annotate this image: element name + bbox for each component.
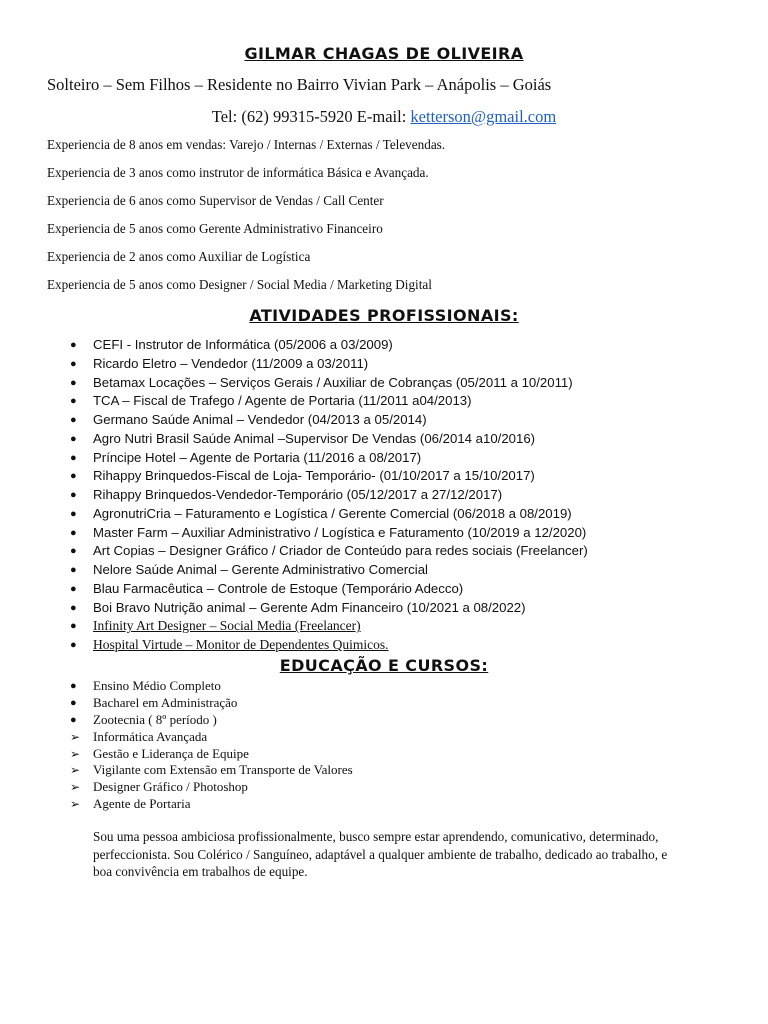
experience-item: Experiencia de 6 anos como Supervisor de Vendas / Call Center: [47, 193, 384, 208]
bullet-icon: ●: [70, 526, 77, 539]
personal-summary: [93, 828, 723, 881]
bullet-icon: ●: [70, 696, 77, 709]
education-list: [70, 678, 353, 813]
bullet-icon: ●: [70, 451, 77, 464]
summary-line: Sou uma pessoa ambiciosa profissionalmente, busco sempre estar aprendendo, comunicativo, determinado,: [93, 829, 659, 844]
bullet-icon: ●: [70, 582, 77, 595]
bullet-icon: ●: [70, 489, 77, 501]
bullet-icon: ●: [70, 376, 77, 389]
arrow-bullet-icon: ➢: [70, 780, 81, 795]
activity-item: ● Infinity Art Designer – Social Media (Freelancer): [70, 617, 588, 636]
bullet-icon: ●: [70, 414, 77, 426]
bullet-icon: ●: [70, 564, 77, 576]
activity-item: ● Betamax Locações – Serviços Gerais / Auxiliar de Cobranças (05/2011 a 10/2011): [70, 374, 588, 393]
education-heading: EDUCAÇÃO E CURSOS:: [279, 656, 489, 675]
experience-item: Experiencia de 8 anos em vendas: Varejo / Internas / Externas / Televendas.: [47, 137, 446, 152]
arrow-bullet-icon: ➢: [70, 729, 81, 744]
activity-item: ● AgronutriCria – Faturamento e Logística / Gerente Comercial (06/2018 a 08/2019): [70, 505, 588, 524]
course-item: ➢ Designer Gráfico / Photoshop: [70, 779, 248, 795]
bullet-icon: ●: [70, 470, 77, 483]
experience-summary-list: [47, 136, 445, 304]
personal-info: Solteiro – Sem Filhos – Residente no Bairro Vivian Park – Anápolis – Goiás: [47, 75, 552, 94]
activity-item: ● Príncipe Hotel – Agente de Portaria (11/2016 a 08/2017): [70, 449, 588, 468]
activity-item: ● Art Copias – Designer Gráfico / Criador de Conteúdo para redes sociais (Freelancer): [70, 542, 588, 561]
activity-item: ● Rihappy Brinquedos-Fiscal de Loja- Temporário- (01/10/2017 a 15/10/2017): [70, 467, 588, 486]
summary-line: perfeccionista. Sou Colérico / Sanguíneo, adaptável a qualquer ambiente de trabalho, dedicado ao trabalho, e: [93, 846, 668, 862]
experience-item: Experiencia de 5 anos como Gerente Administrativo Financeiro: [47, 221, 383, 236]
activity-item: ● Boi Bravo Nutrição animal – Gerente Adm Financeiro (10/2021 a 08/2022): [70, 599, 588, 618]
course-item: ➢ Agente de Portaria: [70, 796, 191, 812]
course-item: ➢ Informática Avançada: [70, 728, 208, 744]
bullet-icon: ●: [70, 680, 77, 692]
bullet-icon: ●: [70, 713, 77, 726]
experience-item: Experiencia de 5 anos como Designer / Social Media / Marketing Digital: [47, 277, 432, 292]
activity-item: ● TCA – Fiscal de Trafego / Agente de Portaria (11/2011 a04/2013): [70, 392, 588, 411]
activity-item: ● CEFI - Instrutor de Informática (05/2006 a 03/2009): [70, 336, 588, 355]
bullet-icon: ●: [70, 357, 77, 370]
activity-item: ● Agro Nutri Brasil Saúde Animal –Supervisor De Vendas (06/2014 a10/2016): [70, 430, 588, 449]
activity-item: ● Germano Saúde Animal – Vendedor (04/2013 a 05/2014): [70, 411, 588, 430]
activity-item: ● Rihappy Brinquedos-Vendedor-Temporário (05/12/2017 a 27/12/2017): [70, 486, 588, 505]
bullet-icon: ●: [70, 339, 77, 351]
summary-line: boa convivência em trabalhos de equipe.: [93, 864, 308, 879]
bullet-icon: ●: [70, 432, 77, 445]
email-link[interactable]: ketterson@gmail.com: [410, 107, 557, 126]
bullet-icon: ●: [70, 395, 77, 408]
candidate-name: GILMAR CHAGAS DE OLIVEIRA: [244, 44, 524, 63]
arrow-bullet-icon: ➢: [70, 797, 81, 812]
activity-item: ● Hospital Virtude – Monitor de Dependentes Quimicos.: [70, 636, 588, 655]
arrow-bullet-icon: ➢: [70, 763, 81, 778]
activity-item: ● Blau Farmacêutica – Controle de Estoque (Temporário Adecco): [70, 580, 588, 599]
education-item: ● Ensino Médio Completo: [70, 678, 221, 693]
phone-text: Tel: (62) 99315-5920 E-mail:: [211, 107, 411, 126]
course-item: ➢ Vigilante com Extensão em Transporte de Valores: [70, 762, 353, 778]
bullet-icon: ●: [70, 601, 77, 614]
experience-item: Experiencia de 3 anos como instrutor de informática Básica e Avançada.: [47, 165, 429, 180]
activity-item: ● Ricardo Eletro – Vendedor (11/2009 a 03/2011): [70, 355, 588, 374]
arrow-bullet-icon: ➢: [70, 746, 81, 761]
activity-item: ● Master Farm – Auxiliar Administrativo / Logística e Faturamento (10/2019 a 12/2020): [70, 524, 588, 543]
education-item: ● Bacharel em Administração: [70, 694, 238, 710]
bullet-icon: ●: [70, 639, 77, 651]
course-item: ➢ Gestão e Liderança de Equipe: [70, 745, 249, 761]
bullet-icon: ●: [70, 620, 77, 633]
bullet-icon: ●: [70, 545, 77, 558]
activities-list: [70, 336, 588, 655]
activities-heading: ATIVIDADES PROFISSIONAIS:: [249, 306, 519, 325]
contact-line: [0, 107, 768, 127]
education-item: ● Zootecnia ( 8º período ): [70, 711, 217, 727]
bullet-icon: ●: [70, 507, 77, 520]
experience-item: Experiencia de 2 anos como Auxiliar de Logística: [47, 249, 311, 264]
activity-item: ● Nelore Saúde Animal – Gerente Administrativo Comercial: [70, 561, 588, 580]
